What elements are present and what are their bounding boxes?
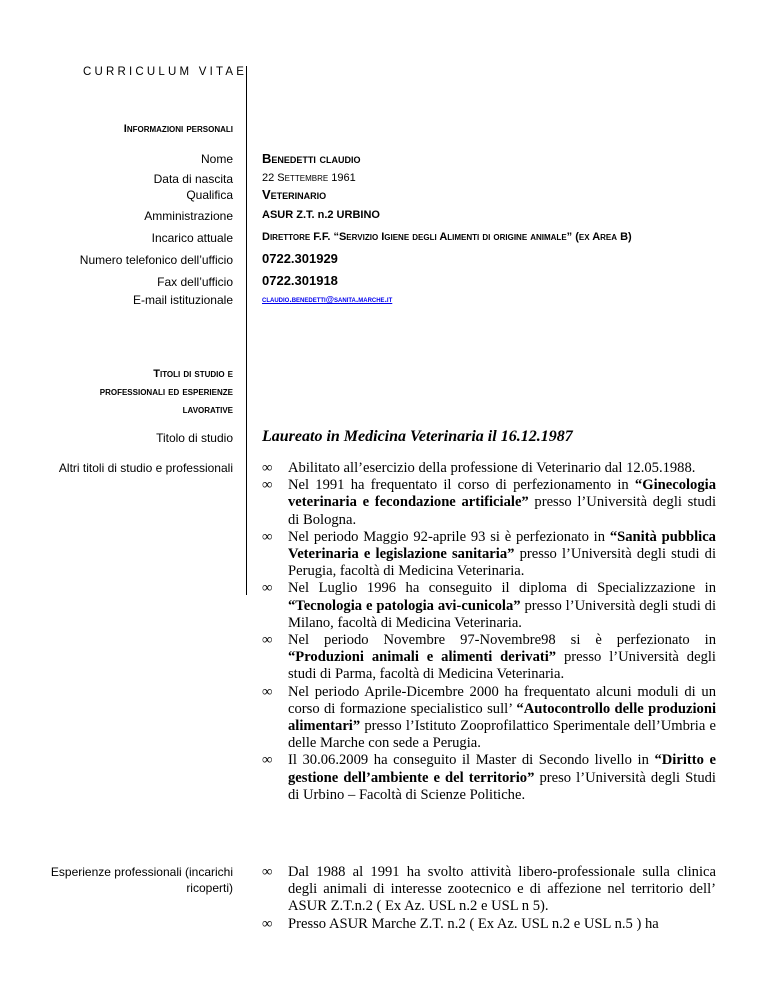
label-esperienze-2: ricoperti) — [186, 881, 233, 895]
bullet-icon: ∞ — [262, 477, 273, 494]
value-fax: 0722.301918 — [262, 273, 338, 288]
label-incarico: Incarico attuale — [151, 231, 233, 245]
list-item: ∞ Presso ASUR Marche Z.T. n.2 ( Ex Az. USL n.2 e USL n.5 ) ha — [262, 915, 659, 932]
section-title-studies-3: lavorative — [182, 404, 233, 416]
bullet-icon: ∞ — [262, 864, 273, 880]
bullet-icon: ∞ — [262, 683, 273, 700]
bullet-icon: ∞ — [262, 528, 273, 545]
list-item: ∞ Abilitato all’esercizio della professione di Veterinario dal 12.05.1988. — [262, 460, 696, 476]
label-altri-titoli: Altri titoli di studio e professionali — [58, 461, 233, 475]
label-qualifica: Qualifica — [186, 188, 233, 202]
label-email: E-mail istituzionale — [132, 293, 233, 307]
label-data-nascita: Data di nascita — [153, 172, 233, 186]
bullet-icon: ∞ — [262, 752, 273, 769]
email-link[interactable]: claudio.benedetti@sanita.marche.it — [262, 294, 393, 304]
esperienze-list — [262, 864, 716, 933]
list-item: ∞ Nel Luglio 1996 ha conseguito il diploma di Specializzazione in “Tecnologia e patologia avi-cunicola” presso l’Università degli studi di Milano, facoltà di Medicina Veterinaria. — [262, 580, 717, 631]
label-nome: Nome — [200, 152, 233, 166]
label-fax: Fax dell’ufficio — [157, 275, 233, 289]
list-item: ∞ Nel periodo Aprile-Dicembre 2000 ha frequentato alcuni moduli di un corso di formazione specialistico sull’ “Autocontrollo delle produzioni alimentari” presso l’Istituto Zooprofilattico Sperimentale dell’Umbria e delle Marche con sede a Perugia. — [262, 683, 716, 752]
section-title-studies-2: professionali ed esperienze — [99, 386, 233, 398]
altri-titoli-list — [262, 460, 716, 804]
value-nome: Benedetti claudio — [262, 151, 361, 166]
list-item: ∞ Nel 1991 ha frequentato il corso di perfezionamento in “Ginecologia veterinaria e fecondazione artificiale” presso l’Università degli studi di Bologna. — [262, 477, 717, 528]
value-amministrazione: ASUR Z.T. n.2 URBINO — [262, 209, 380, 221]
label-titolo-studio: Titolo di studio — [156, 431, 233, 445]
value-qualifica: Veterinario — [262, 187, 327, 202]
bullet-icon: ∞ — [262, 580, 273, 597]
value-telefono: 0722.301929 — [262, 251, 338, 266]
bullet-icon: ∞ — [262, 915, 273, 932]
list-item: ∞ Dal 1988 al 1991 ha svolto attività libero-professionale sulla clinica degli animali di interesse zootecnico e di affezione nel territorio dell’ ASUR Z.T.n.2 ( Ex Az. USL n.2 e USL n 5). — [262, 864, 716, 915]
section-title-studies-1: Titoli di studio e — [153, 368, 233, 380]
list-item: ∞ Nel periodo Maggio 92-aprile 93 si è perfezionato in “Sanità pubblica Veterinaria e legislazione sanitaria” presso l’Università degli studi di Perugia, facoltà di Medicina Veterinaria. — [262, 528, 717, 580]
value-incarico: Direttore F.F. “Servizio Igiene degli Alimenti di origine animale” (ex Area B) — [262, 231, 632, 243]
column-divider — [246, 66, 247, 595]
section-title-personal: Informazioni personali — [123, 123, 233, 135]
value-data-nascita: 22 Settembre 1961 — [262, 172, 356, 184]
bullet-icon: ∞ — [262, 460, 273, 476]
value-titolo-studio: Laureato in Medicina Veterinaria il 16.12.1987 — [262, 428, 573, 445]
label-esperienze-1: Esperienze professionali (incarichi — [50, 865, 233, 879]
list-item: ∞ Il 30.06.2009 ha conseguito il Master di Secondo livello in “Diritto e gestione dell’ambiente e del territorio” preso l’Università degli Studi di Urbino – Facoltà di Scienze Politiche. — [262, 752, 716, 803]
list-item: ∞ Nel periodo Novembre 97-Novembre98 si è perfezionato in “Produzioni animali e alimenti derivati” presso l’Università degli studi di Parma, facoltà di Medicina Veterinaria. — [262, 632, 716, 683]
label-telefono: Numero telefonico dell’ufficio — [79, 253, 233, 267]
label-amministrazione: Amministrazione — [144, 209, 233, 223]
bullet-icon: ∞ — [262, 632, 273, 649]
cv-title: CURRICULUM VITAE — [83, 66, 248, 78]
